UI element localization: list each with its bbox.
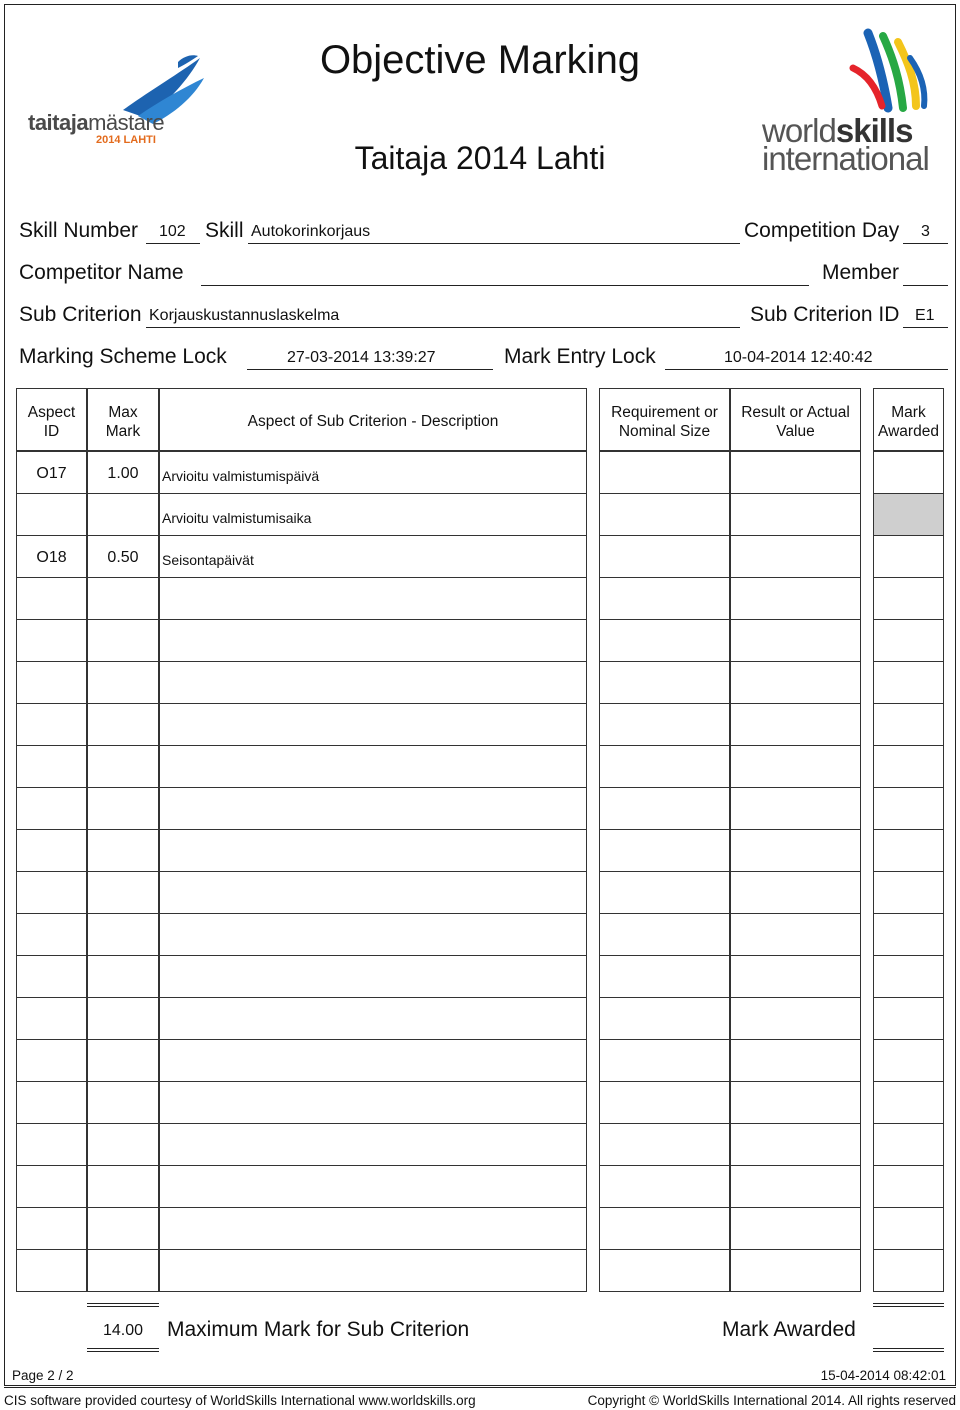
header-description: Aspect of Sub Criterion - Description <box>159 388 587 451</box>
table-cell <box>599 535 730 578</box>
logo-left-word1: taitaja <box>28 110 89 135</box>
table-cell <box>873 1081 944 1124</box>
table-cell <box>599 997 730 1040</box>
table-cell <box>873 1207 944 1250</box>
table-cell <box>159 661 587 704</box>
table-cell <box>16 955 87 998</box>
table-cell <box>873 451 944 494</box>
mark-awarded-top-rule <box>873 1303 944 1307</box>
table-cell <box>87 1207 159 1250</box>
table-cell <box>730 787 861 830</box>
table-cell <box>87 829 159 872</box>
max-total-value: 14.00 <box>102 1322 144 1339</box>
table-cell <box>730 1081 861 1124</box>
logo-right-word2: skills <box>835 112 913 149</box>
header-aspect-id: Aspect ID <box>16 388 87 451</box>
table-cell <box>159 1207 587 1250</box>
table-cell <box>159 1249 587 1292</box>
table-cell <box>599 451 730 494</box>
member-label: Member <box>822 261 900 284</box>
mark-awarded-label: Mark Awarded <box>722 1318 856 1341</box>
table-cell <box>87 745 159 788</box>
table-cell <box>159 829 587 872</box>
marking-scheme-lock-label: Marking Scheme Lock <box>19 345 227 368</box>
table-cell <box>599 1249 730 1292</box>
table-cell <box>730 871 861 914</box>
max-total-top-rule <box>87 1303 159 1307</box>
table-cell <box>87 1249 159 1292</box>
table-cell <box>730 1123 861 1166</box>
table-cell <box>16 997 87 1040</box>
table-cell <box>873 1123 944 1166</box>
table-cell <box>16 577 87 620</box>
row-3-aspect-id: O18 <box>36 549 67 566</box>
mark-entry-lock-value: 10-04-2014 12:40:42 <box>724 349 873 366</box>
table-cell <box>873 1039 944 1082</box>
table-cell <box>730 619 861 662</box>
max-mark-label: Maximum Mark for Sub Criterion <box>167 1318 470 1341</box>
table-cell <box>730 535 861 578</box>
table-cell <box>873 829 944 872</box>
table-cell <box>599 1039 730 1082</box>
table-cell <box>87 1123 159 1166</box>
table-cell <box>87 955 159 998</box>
table-cell <box>87 787 159 830</box>
table-cell <box>873 703 944 746</box>
table-cell <box>87 577 159 620</box>
skill-number-label: Skill Number <box>19 219 139 242</box>
table-cell <box>873 493 944 536</box>
table-cell <box>730 745 861 788</box>
header-max-mark: Max Mark <box>87 388 159 451</box>
table-cell <box>159 577 587 620</box>
row-1-description: Arvioitu valmistumispäivä <box>162 468 320 484</box>
table-cell <box>87 661 159 704</box>
table-cell <box>87 997 159 1040</box>
table-cell <box>16 619 87 662</box>
table-cell <box>873 997 944 1040</box>
table-cell <box>16 493 87 536</box>
table-cell <box>16 1165 87 1208</box>
table-cell <box>599 1123 730 1166</box>
table-cell <box>873 787 944 830</box>
header-result: Result or Actual Value <box>730 388 861 451</box>
table-cell <box>730 997 861 1040</box>
footer-credit: CIS software provided courtesy of WorldSkills International www.worldskills.org <box>4 1393 476 1408</box>
table-cell <box>87 619 159 662</box>
max-total-bottom-rule <box>87 1348 159 1352</box>
sub-criterion-value: Korjauskustannuslaskelma <box>149 307 340 324</box>
table-cell <box>159 871 587 914</box>
table-cell <box>730 493 861 536</box>
footer-copyright: Copyright © WorldSkills International 2014. All rights reserved <box>587 1393 956 1408</box>
table-cell <box>873 1165 944 1208</box>
row-2-description: Arvioitu valmistumisaika <box>162 510 312 526</box>
table-cell <box>873 913 944 956</box>
logo-right-word1: world <box>762 112 836 149</box>
worldskills-logo <box>758 28 938 178</box>
table-cell <box>873 661 944 704</box>
table-cell <box>599 1081 730 1124</box>
table-cell <box>16 1207 87 1250</box>
page-number: Page 2 / 2 <box>12 1368 74 1383</box>
table-cell <box>599 619 730 662</box>
table-cell <box>87 1165 159 1208</box>
table-cell <box>599 493 730 536</box>
competition-day-label: Competition Day <box>744 219 900 242</box>
table-cell <box>159 787 587 830</box>
row-3-description: Seisontapäivät <box>162 552 254 568</box>
table-cell <box>873 871 944 914</box>
table-cell <box>159 1081 587 1124</box>
sub-criterion-id-label: Sub Criterion ID <box>750 303 900 326</box>
table-cell <box>87 493 159 536</box>
table-cell <box>730 955 861 998</box>
table-cell <box>599 1165 730 1208</box>
table-cell <box>87 1081 159 1124</box>
table-cell <box>730 661 861 704</box>
table-cell <box>159 955 587 998</box>
mark-entry-lock-label: Mark Entry Lock <box>504 345 656 368</box>
table-cell <box>16 913 87 956</box>
table-cell <box>159 1123 587 1166</box>
table-cell <box>599 955 730 998</box>
skill-label: Skill <box>205 219 244 242</box>
table-cell <box>599 787 730 830</box>
table-cell <box>730 829 861 872</box>
table-cell <box>16 871 87 914</box>
table-cell <box>16 1123 87 1166</box>
table-cell <box>599 829 730 872</box>
table-cell <box>16 787 87 830</box>
table-cell <box>16 1081 87 1124</box>
table-cell <box>730 1249 861 1292</box>
table-cell <box>730 1207 861 1250</box>
table-cell <box>87 703 159 746</box>
table-cell <box>16 1039 87 1082</box>
table-cell <box>16 1249 87 1292</box>
table-cell <box>159 703 587 746</box>
table-cell <box>16 661 87 704</box>
table-cell <box>873 1249 944 1292</box>
logo-left-word3: 2014 LAHTI <box>96 134 156 146</box>
marking-scheme-lock-value: 27-03-2014 13:39:27 <box>287 349 436 366</box>
table-cell <box>87 871 159 914</box>
table-cell <box>159 997 587 1040</box>
page-subtitle: Taitaja 2014 Lahti <box>354 140 606 176</box>
table-cell <box>730 577 861 620</box>
table-cell <box>730 1165 861 1208</box>
table-cell <box>16 745 87 788</box>
table-cell <box>599 703 730 746</box>
header-mark-awarded: Mark Awarded <box>873 388 944 451</box>
sub-criterion-id-value: E1 <box>915 307 935 324</box>
logo-right-word3: international <box>762 140 929 177</box>
mark-awarded-bottom-rule <box>873 1348 944 1352</box>
table-cell <box>599 577 730 620</box>
table-cell <box>159 1039 587 1082</box>
table-cell <box>87 913 159 956</box>
table-cell <box>873 535 944 578</box>
footer-rule <box>4 1387 956 1388</box>
table-cell <box>599 871 730 914</box>
competition-day-value: 3 <box>921 223 930 240</box>
print-timestamp: 15-04-2014 08:42:01 <box>820 1368 946 1383</box>
table-cell <box>159 745 587 788</box>
table-cell <box>730 913 861 956</box>
table-cell <box>159 1165 587 1208</box>
row-3-max-mark: 0.50 <box>107 549 139 566</box>
table-cell <box>873 745 944 788</box>
table-cell <box>159 619 587 662</box>
header-requirement: Requirement or Nominal Size <box>599 388 730 451</box>
table-cell <box>16 703 87 746</box>
table-cell <box>730 703 861 746</box>
table-cell <box>873 577 944 620</box>
table-cell <box>873 619 944 662</box>
table-cell <box>873 955 944 998</box>
skill-number-value: 102 <box>159 223 186 240</box>
table-cell <box>730 1039 861 1082</box>
sub-criterion-label: Sub Criterion <box>19 303 142 326</box>
row-1-max-mark: 1.00 <box>107 465 139 482</box>
table-cell <box>599 1207 730 1250</box>
table-cell <box>730 451 861 494</box>
table-cell <box>599 745 730 788</box>
table-cell <box>599 661 730 704</box>
page-title: Objective Marking <box>319 38 641 82</box>
skill-value: Autokorinkorjaus <box>251 223 371 240</box>
row-1-aspect-id: O17 <box>36 465 67 482</box>
competitor-name-label: Competitor Name <box>19 261 184 284</box>
table-cell <box>16 829 87 872</box>
logo-left-word2: mästare <box>88 110 165 135</box>
table-cell <box>159 913 587 956</box>
table-cell <box>87 1039 159 1082</box>
table-cell <box>599 913 730 956</box>
